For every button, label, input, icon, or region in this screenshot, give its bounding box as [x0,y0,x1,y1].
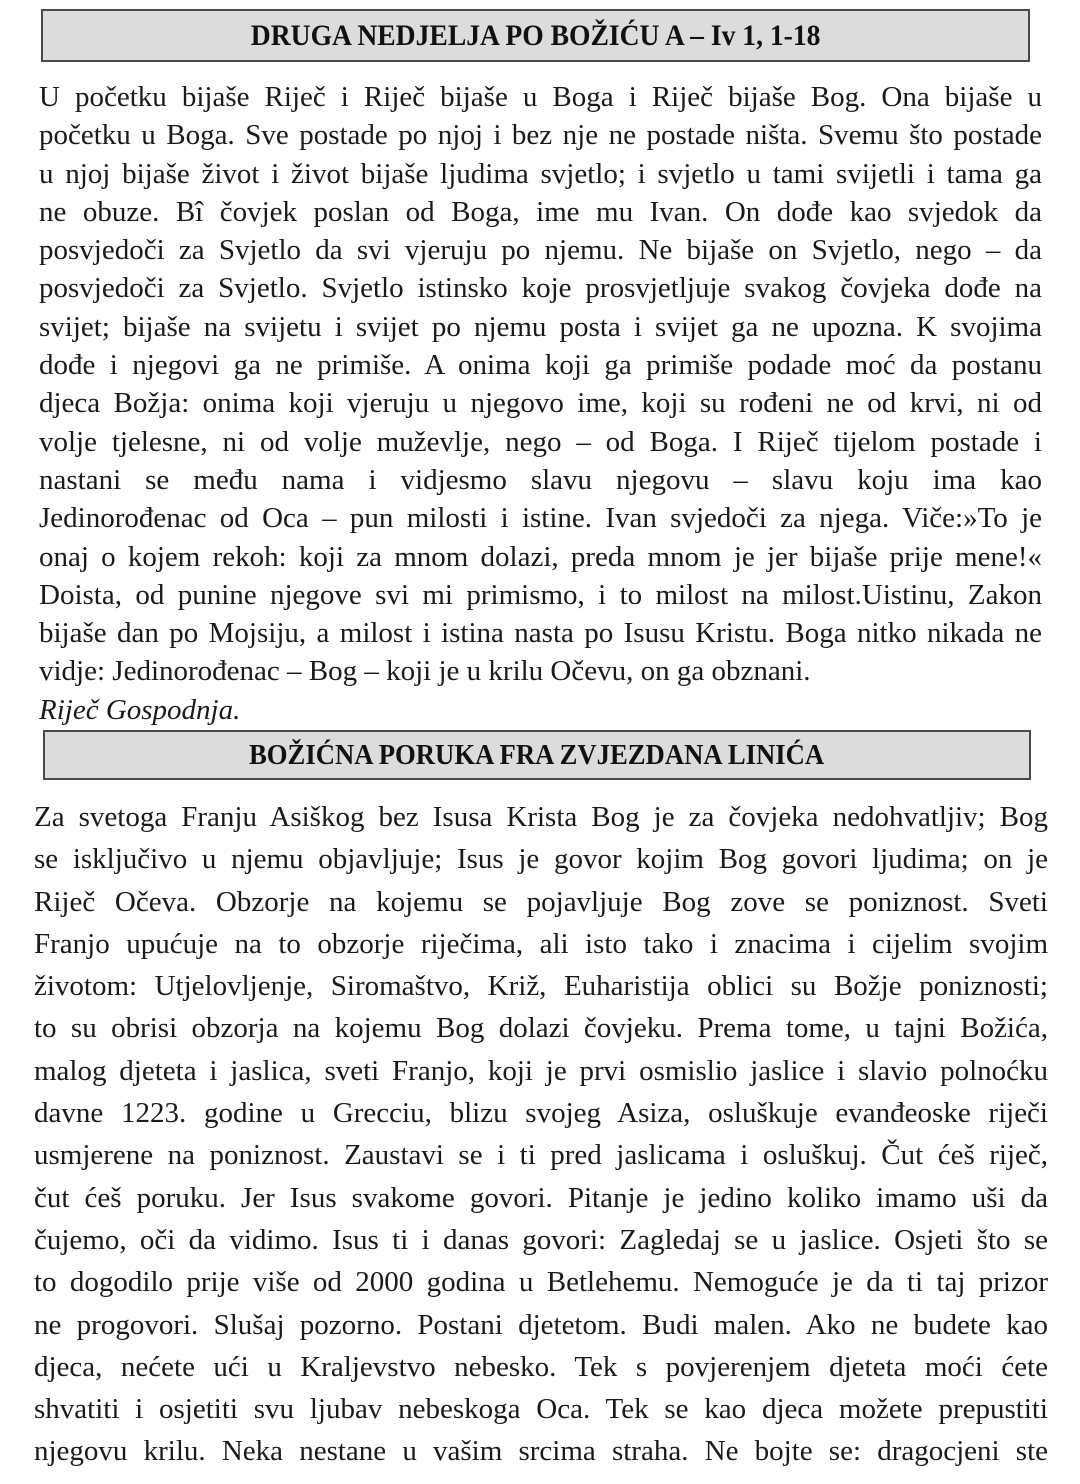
message-text [34,796,1048,1473]
text-line: Riječ Očeva. Obzorje na kojemu se pojavljuje Bog zove se poniznost. Sveti [34,885,1048,918]
text-line: životom: Utjelovljenje, Siromaštvo, Križ, Euharistija oblici su Božje poniznosti; [34,970,1048,1003]
text-line: dođe i njegovi ga ne primiše. A onima koji ga primiše podade moć da postanu [39,349,1042,382]
text-line: volje tjelesne, ni od volje muževlje, nego – od Boga. I Riječ tijelom postade i [39,425,1042,458]
text-line: u njoj bijaše život i život bijaše ljudima svjetlo; i svjetlo u tami svijetli i tama ga [39,157,1042,190]
text-line: to dogodilo prije više od 2000 godina u Betlehemu. Nemoguće je da ti taj prizor [34,1266,1048,1299]
text-line: djeca, nećete ući u Kraljevstvo nebesko. Tek s povjerenjem djeteta moći ćete [34,1350,1048,1383]
gospel-text [39,78,1042,729]
text-line: vidje: Jedinorođenac – Bog – koji je u krilu Očevu, on ga obznani. [39,655,811,688]
text-line: U početku bijaše Riječ i Riječ bijaše u Boga i Riječ bijaše Bog. Ona bijaše u [39,81,1042,113]
text-line: shvatiti i osjetiti svu ljubav nebeskoga Oca. Tek se kao djeca možete prepustiti [34,1393,1048,1426]
text-line: malog djeteta i jaslica, sveti Franjo, koji je prvi osmislio jaslice i slavio polnoćku [34,1054,1048,1087]
text-line: svijet; bijaše na svijetu i svijet po njemu posta i svijet ga ne upozna. K svojima [39,310,1042,343]
text-line: davne 1223. godine u Grecciu, blizu svojeg Asiza, osluškuje evanđeoske riječi [34,1097,1048,1130]
section-title-gospel [41,9,1030,62]
text-line: njegovu krilu. Neka nestane u vašim srcima straha. Ne bojte se: dragocjeni ste [34,1435,1048,1468]
text-line: usmjerene na poniznost. Zaustavi se i ti pred jaslicama i osluškuj. Čut ćeš riječ, [34,1139,1048,1172]
text-line: nastani se među nama i vidjesmo slavu njegovu – slavu koju ima kao [39,463,1042,496]
text-line: Za svetoga Franju Asiškog bez Isusa Krista Bog je za čovjeka nedohvatljiv; Bog [34,801,1048,833]
text-line: posvjedoči za Svjetlo da svi vjeruju po njemu. Ne bijaše on Svjetlo, nego – da [39,234,1042,267]
text-line: ne progovori. Slušaj pozorno. Postani djetetom. Budi malen. Ako ne budete kao [34,1308,1048,1341]
text-line: Franjo upućuje na to obzorje riječima, ali isto tako i znacima i cijelim svojim [34,927,1048,960]
text-line: čujemo, oči da vidimo. Isus ti i danas govori: Zagledaj se u jaslice. Osjeti što se [34,1223,1048,1256]
text-line: onaj o kojem rekoh: koji za mnom dolazi, preda mnom je jer bijaše prije mene!« [39,540,1042,573]
text-line: djeca Božja: onima koji vjeruju u njegovo ime, koji su rođeni ne od krvi, ni od [39,387,1042,420]
text-line: ne obuze. Bî čovjek poslan od Boga, ime mu Ivan. On dođe kao svjedok da [39,195,1042,228]
text-line: posvjedoči za Svjetlo. Svjetlo istinsko koje prosvjetljuje svakog čovjeka dođe na [39,272,1042,305]
text-line: Doista, od punine njegove svi mi primismo, i to milost na milost.Uistinu, Zakon [39,578,1042,611]
gospel-closing: Riječ Gospodnja. [39,693,241,726]
text-line: čut ćeš poruku. Jer Isus svakome govori. Pitanje je jedino koliko imamo uši da [34,1181,1048,1214]
message-title-text: BOŽIĆNA PORUKA FRA ZVJEZDANA LINIĆA [249,739,825,771]
text-line: početku u Boga. Sve postade po njoj i bez nje ne postade ništa. Svemu što postade [39,119,1042,152]
text-line: to su obrisi obzorja na kojemu Bog dolazi čovjeku. Prema tome, u tajni Božića, [34,1012,1048,1045]
gospel-title-text: DRUGA NEDJELJA PO BOŽIĆU A – Iv 1, 1-18 [250,19,821,52]
text-line: Jedinorođenac od Oca – pun milosti i istine. Ivan svjedoči za njega. Viče:»To je [39,502,1042,535]
text-line: se isključivo u njemu objavljuje; Isus je govor kojim Bog govori ljudima; on je [34,843,1048,876]
text-line: bijaše dan po Mojsiju, a milost i istina nasta po Isusu Kristu. Boga nitko nikada ne [39,617,1042,650]
section-title-message [43,730,1031,780]
